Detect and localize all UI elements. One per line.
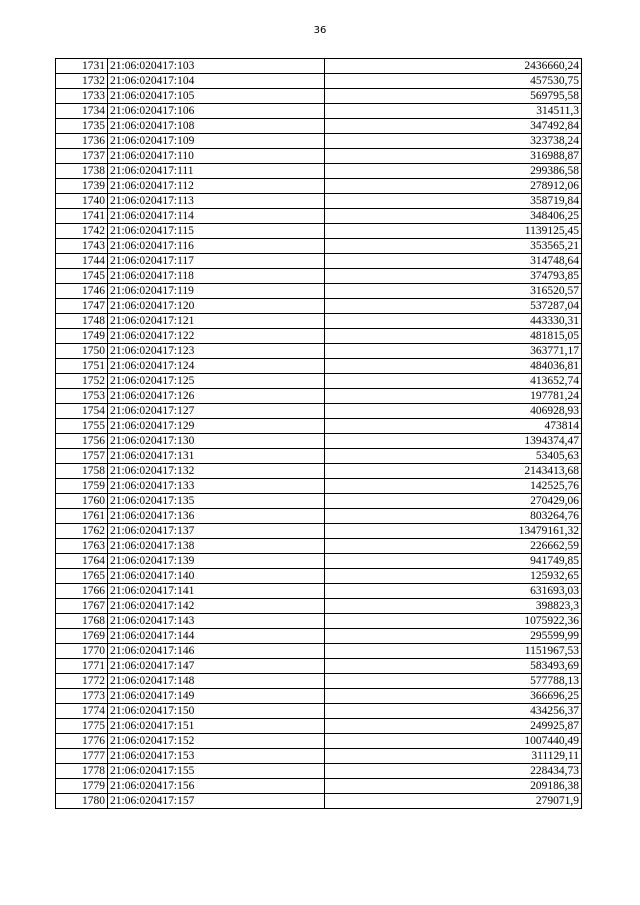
row-number-cell: 1752: [56, 374, 108, 389]
page-number: 36: [313, 25, 327, 36]
row-number-cell: 1763: [56, 539, 108, 554]
table-row: [56, 764, 582, 779]
cadastral-number-cell: 21:06:020417:104: [108, 74, 325, 89]
row-number-cell: 1735: [56, 119, 108, 134]
value-cell: 125932,65: [325, 569, 582, 584]
cadastral-number-cell: 21:06:020417:116: [108, 239, 325, 254]
cadastral-number-cell: 21:06:020417:119: [108, 284, 325, 299]
row-number-cell: 1757: [56, 449, 108, 464]
row-number-cell: 1771: [56, 659, 108, 674]
value-cell: 13479161,32: [325, 524, 582, 539]
cadastral-number-cell: 21:06:020417:136: [108, 509, 325, 524]
row-number-cell: 1749: [56, 329, 108, 344]
table-row: [56, 164, 582, 179]
cadastral-number-cell: 21:06:020417:135: [108, 494, 325, 509]
value-cell: 457530,75: [325, 74, 582, 89]
table-row: [56, 644, 582, 659]
value-cell: 270429,06: [325, 494, 582, 509]
row-number-cell: 1768: [56, 614, 108, 629]
table-row: [56, 374, 582, 389]
row-number-cell: 1758: [56, 464, 108, 479]
value-cell: 577788,13: [325, 674, 582, 689]
cadastral-number-cell: 21:06:020417:150: [108, 704, 325, 719]
cadastral-number-cell: 21:06:020417:122: [108, 329, 325, 344]
table-row: [56, 404, 582, 419]
cadastral-number-cell: 21:06:020417:132: [108, 464, 325, 479]
value-cell: 316988,87: [325, 149, 582, 164]
row-number-cell: 1779: [56, 779, 108, 794]
table-row: [56, 659, 582, 674]
value-cell: 1151967,53: [325, 644, 582, 659]
table-row: [56, 329, 582, 344]
row-number-cell: 1780: [56, 794, 108, 809]
value-cell: 484036,81: [325, 359, 582, 374]
cadastral-number-cell: 21:06:020417:117: [108, 254, 325, 269]
table-row: [56, 314, 582, 329]
table-row: [56, 389, 582, 404]
table-row: [56, 434, 582, 449]
row-number-cell: 1772: [56, 674, 108, 689]
cadastral-number-cell: 21:06:020417:110: [108, 149, 325, 164]
value-cell: 279071,9: [325, 794, 582, 809]
row-number-cell: 1770: [56, 644, 108, 659]
cadastral-number-cell: 21:06:020417:124: [108, 359, 325, 374]
value-cell: 53405,63: [325, 449, 582, 464]
table-row: [56, 794, 582, 809]
row-number-cell: 1767: [56, 599, 108, 614]
row-number-cell: 1747: [56, 299, 108, 314]
value-cell: 311129,11: [325, 749, 582, 764]
cadastral-number-cell: 21:06:020417:139: [108, 554, 325, 569]
cadastral-number-cell: 21:06:020417:129: [108, 419, 325, 434]
value-cell: 413652,74: [325, 374, 582, 389]
cadastral-number-cell: 21:06:020417:115: [108, 224, 325, 239]
cadastral-number-cell: 21:06:020417:105: [108, 89, 325, 104]
value-cell: 363771,17: [325, 344, 582, 359]
value-cell: 197781,24: [325, 389, 582, 404]
cadastral-number-cell: 21:06:020417:151: [108, 719, 325, 734]
cadastral-number-cell: 21:06:020417:144: [108, 629, 325, 644]
row-number-cell: 1773: [56, 689, 108, 704]
value-cell: 1075922,36: [325, 614, 582, 629]
value-cell: 569795,58: [325, 89, 582, 104]
value-cell: 406928,93: [325, 404, 582, 419]
value-cell: 537287,04: [325, 299, 582, 314]
table-row: [56, 599, 582, 614]
table-row: [56, 629, 582, 644]
table-row: [56, 494, 582, 509]
value-cell: 278912,06: [325, 179, 582, 194]
table-row: [56, 149, 582, 164]
table-row: [56, 299, 582, 314]
cadastral-number-cell: 21:06:020417:108: [108, 119, 325, 134]
cadastral-number-cell: 21:06:020417:149: [108, 689, 325, 704]
row-number-cell: 1742: [56, 224, 108, 239]
row-number-cell: 1738: [56, 164, 108, 179]
row-number-cell: 1778: [56, 764, 108, 779]
value-cell: 323738,24: [325, 134, 582, 149]
value-cell: 443330,31: [325, 314, 582, 329]
table-row: [56, 269, 582, 284]
table-row: [56, 779, 582, 794]
cadastral-number-cell: 21:06:020417:133: [108, 479, 325, 494]
row-number-cell: 1741: [56, 209, 108, 224]
cadastral-number-cell: 21:06:020417:127: [108, 404, 325, 419]
table-row: [56, 359, 582, 374]
cadastral-number-cell: 21:06:020417:141: [108, 584, 325, 599]
cadastral-number-cell: 21:06:020417:130: [108, 434, 325, 449]
row-number-cell: 1769: [56, 629, 108, 644]
row-number-cell: 1755: [56, 419, 108, 434]
row-number-cell: 1731: [56, 59, 108, 74]
cadastral-number-cell: 21:06:020417:148: [108, 674, 325, 689]
cadastral-number-cell: 21:06:020417:120: [108, 299, 325, 314]
table-row: [56, 749, 582, 764]
table-row: [56, 464, 582, 479]
value-cell: 314511,3: [325, 104, 582, 119]
value-cell: 434256,37: [325, 704, 582, 719]
table-row: [56, 704, 582, 719]
value-cell: 299386,58: [325, 164, 582, 179]
row-number-cell: 1764: [56, 554, 108, 569]
table-row: [56, 119, 582, 134]
value-cell: 142525,76: [325, 479, 582, 494]
row-number-cell: 1748: [56, 314, 108, 329]
cadastral-number-cell: 21:06:020417:131: [108, 449, 325, 464]
value-cell: 803264,76: [325, 509, 582, 524]
row-number-cell: 1746: [56, 284, 108, 299]
value-cell: 374793,85: [325, 269, 582, 284]
table-row: [56, 284, 582, 299]
value-cell: 583493,69: [325, 659, 582, 674]
table-row: [56, 134, 582, 149]
row-number-cell: 1760: [56, 494, 108, 509]
row-number-cell: 1737: [56, 149, 108, 164]
row-number-cell: 1743: [56, 239, 108, 254]
row-number-cell: 1736: [56, 134, 108, 149]
value-cell: 314748,64: [325, 254, 582, 269]
cadastral-number-cell: 21:06:020417:142: [108, 599, 325, 614]
table-row: [56, 674, 582, 689]
table-row: [56, 689, 582, 704]
row-number-cell: 1776: [56, 734, 108, 749]
row-number-cell: 1745: [56, 269, 108, 284]
value-cell: 1139125,45: [325, 224, 582, 239]
cadastral-number-cell: 21:06:020417:111: [108, 164, 325, 179]
value-cell: 1394374,47: [325, 434, 582, 449]
row-number-cell: 1777: [56, 749, 108, 764]
table-row: [56, 89, 582, 104]
table-row: [56, 539, 582, 554]
table-body: [56, 59, 582, 809]
row-number-cell: 1765: [56, 569, 108, 584]
value-cell: 358719,84: [325, 194, 582, 209]
row-number-cell: 1761: [56, 509, 108, 524]
value-cell: 2436660,24: [325, 59, 582, 74]
table-row: [56, 449, 582, 464]
cadastral-number-cell: 21:06:020417:140: [108, 569, 325, 584]
row-number-cell: 1744: [56, 254, 108, 269]
value-cell: 473814: [325, 419, 582, 434]
cadastral-number-cell: 21:06:020417:143: [108, 614, 325, 629]
row-number-cell: 1750: [56, 344, 108, 359]
table-row: [56, 224, 582, 239]
row-number-cell: 1759: [56, 479, 108, 494]
row-number-cell: 1740: [56, 194, 108, 209]
table-row: [56, 209, 582, 224]
value-cell: 249925,87: [325, 719, 582, 734]
row-number-cell: 1751: [56, 359, 108, 374]
table-row: [56, 554, 582, 569]
row-number-cell: 1756: [56, 434, 108, 449]
cadastral-number-cell: 21:06:020417:123: [108, 344, 325, 359]
value-cell: 209186,38: [325, 779, 582, 794]
cadastral-number-cell: 21:06:020417:138: [108, 539, 325, 554]
cadastral-number-cell: 21:06:020417:103: [108, 59, 325, 74]
row-number-cell: 1739: [56, 179, 108, 194]
cadastral-number-cell: 21:06:020417:137: [108, 524, 325, 539]
cadastral-number-cell: 21:06:020417:156: [108, 779, 325, 794]
cadastral-number-cell: 21:06:020417:153: [108, 749, 325, 764]
table-row: [56, 584, 582, 599]
table-row: [56, 194, 582, 209]
cadastral-number-cell: 21:06:020417:125: [108, 374, 325, 389]
table-row: [56, 419, 582, 434]
table-row: [56, 74, 582, 89]
value-cell: 226662,59: [325, 539, 582, 554]
data-table: [55, 58, 582, 809]
table-row: [56, 179, 582, 194]
table-row: [56, 479, 582, 494]
table-row: [56, 734, 582, 749]
table-row: [56, 59, 582, 74]
cadastral-number-cell: 21:06:020417:126: [108, 389, 325, 404]
table-row: [56, 569, 582, 584]
table-row: [56, 344, 582, 359]
value-cell: 481815,05: [325, 329, 582, 344]
row-number-cell: 1732: [56, 74, 108, 89]
cadastral-number-cell: 21:06:020417:157: [108, 794, 325, 809]
value-cell: 316520,57: [325, 284, 582, 299]
value-cell: 1007440,49: [325, 734, 582, 749]
cadastral-number-cell: 21:06:020417:152: [108, 734, 325, 749]
cadastral-number-cell: 21:06:020417:113: [108, 194, 325, 209]
table-row: [56, 509, 582, 524]
row-number-cell: 1753: [56, 389, 108, 404]
cadastral-number-cell: 21:06:020417:146: [108, 644, 325, 659]
value-cell: 353565,21: [325, 239, 582, 254]
cadastral-number-cell: 21:06:020417:109: [108, 134, 325, 149]
table-row: [56, 524, 582, 539]
row-number-cell: 1754: [56, 404, 108, 419]
cadastral-number-cell: 21:06:020417:155: [108, 764, 325, 779]
value-cell: 631693,03: [325, 584, 582, 599]
value-cell: 941749,85: [325, 554, 582, 569]
table-row: [56, 614, 582, 629]
row-number-cell: 1775: [56, 719, 108, 734]
cadastral-number-cell: 21:06:020417:112: [108, 179, 325, 194]
row-number-cell: 1733: [56, 89, 108, 104]
value-cell: 348406,25: [325, 209, 582, 224]
value-cell: 366696,25: [325, 689, 582, 704]
table-row: [56, 254, 582, 269]
row-number-cell: 1762: [56, 524, 108, 539]
cadastral-number-cell: 21:06:020417:106: [108, 104, 325, 119]
row-number-cell: 1734: [56, 104, 108, 119]
cadastral-number-cell: 21:06:020417:114: [108, 209, 325, 224]
value-cell: 2143413,68: [325, 464, 582, 479]
table-row: [56, 239, 582, 254]
cadastral-number-cell: 21:06:020417:147: [108, 659, 325, 674]
cadastral-number-cell: 21:06:020417:118: [108, 269, 325, 284]
table-row: [56, 104, 582, 119]
row-number-cell: 1766: [56, 584, 108, 599]
cadastral-number-cell: 21:06:020417:121: [108, 314, 325, 329]
row-number-cell: 1774: [56, 704, 108, 719]
value-cell: 228434,73: [325, 764, 582, 779]
table-row: [56, 719, 582, 734]
value-cell: 398823,3: [325, 599, 582, 614]
value-cell: 347492,84: [325, 119, 582, 134]
value-cell: 295599,99: [325, 629, 582, 644]
